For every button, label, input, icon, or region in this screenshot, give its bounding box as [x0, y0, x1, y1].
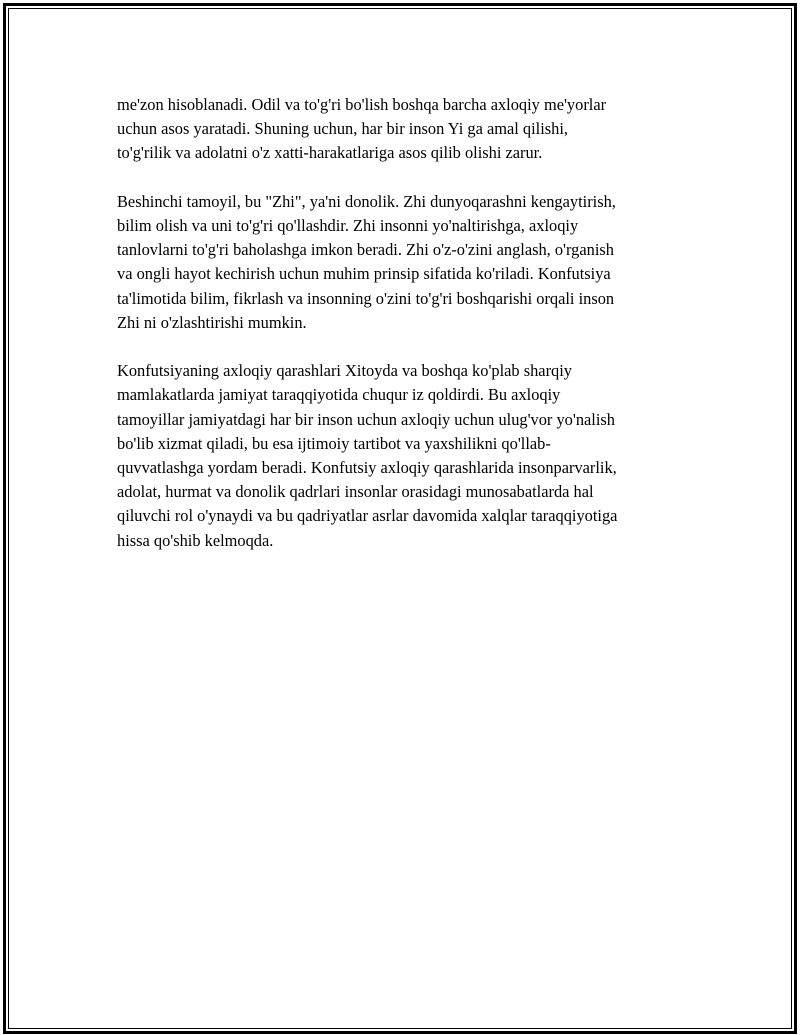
paragraph-line: quvvatlashga yordam beradi. Konfutsiy axloqiy qarashlarida insonparvarlik,	[117, 458, 617, 478]
paragraph-line: va ongli hayot kechirish uchun muhim prinsip sifatida ko'riladi. Konfutsiya	[117, 264, 611, 284]
paragraph-3	[117, 359, 707, 553]
paragraph-line: adolat, hurmat va donolik qadrlari insonlar orasidagi munosabatlarda hal	[117, 482, 594, 502]
paragraph-line: to'g'rilik va adolatni o'z xatti-harakatlariga asos qilib olishi zarur.	[117, 143, 543, 163]
paragraph-line: qiluvchi rol o'ynaydi va bu qadriyatlar asrlar davomida xalqlar taraqqiyotiga	[117, 506, 618, 526]
paragraph-line: bo'lib xizmat qiladi, bu esa ijtimoiy tartibot va yaxshilikni qo'llab-	[117, 433, 551, 453]
paragraph-line: uchun asos yaratadi. Shuning uchun, har bir inson Yi ga amal qilishi,	[117, 119, 568, 139]
paragraph-line: bilim olish va uni to'g'ri qo'llashdir. Zhi insonni yo'naltirishga, axloqiy	[117, 216, 579, 235]
paragraph-line: Zhi ni o'zlashtirishi mumkin.	[117, 312, 307, 332]
paragraph-line: me'zon hisoblanadi. Odil va to'g'ri bo'lish boshqa barcha axloqiy me'yorlar	[117, 95, 607, 114]
paragraph-line: hissa qo'shib kelmoqda.	[117, 530, 274, 550]
paragraph-2	[117, 190, 707, 335]
paragraph-1	[117, 93, 707, 166]
paragraph-line: ta'limotida bilim, fikrlash va insonning o'zini to'g'ri boshqarishi orqali inson	[117, 288, 615, 308]
paragraph-line: Konfutsiyaning axloqiy qarashlari Xitoyda va boshqa ko'plab sharqiy	[117, 361, 572, 381]
paragraph-line: mamlakatlarda jamiyat taraqqiyotida chuqur iz qoldirdi. Bu axloqiy	[117, 385, 561, 405]
document-body	[117, 93, 707, 577]
paragraph-line: tamoyillar jamiyatdagi har bir inson uchun axloqiy uchun ulug'vor yo'nalish	[117, 409, 615, 429]
paragraph-line: Beshinchi tamoyil, bu "Zhi", ya'ni donolik. Zhi dunyoqarashni kengaytirish,	[117, 191, 616, 211]
paragraph-line: tanlovlarni to'g'ri baholashga imkon beradi. Zhi o'z-o'zini anglash, o'rganish	[117, 240, 614, 260]
